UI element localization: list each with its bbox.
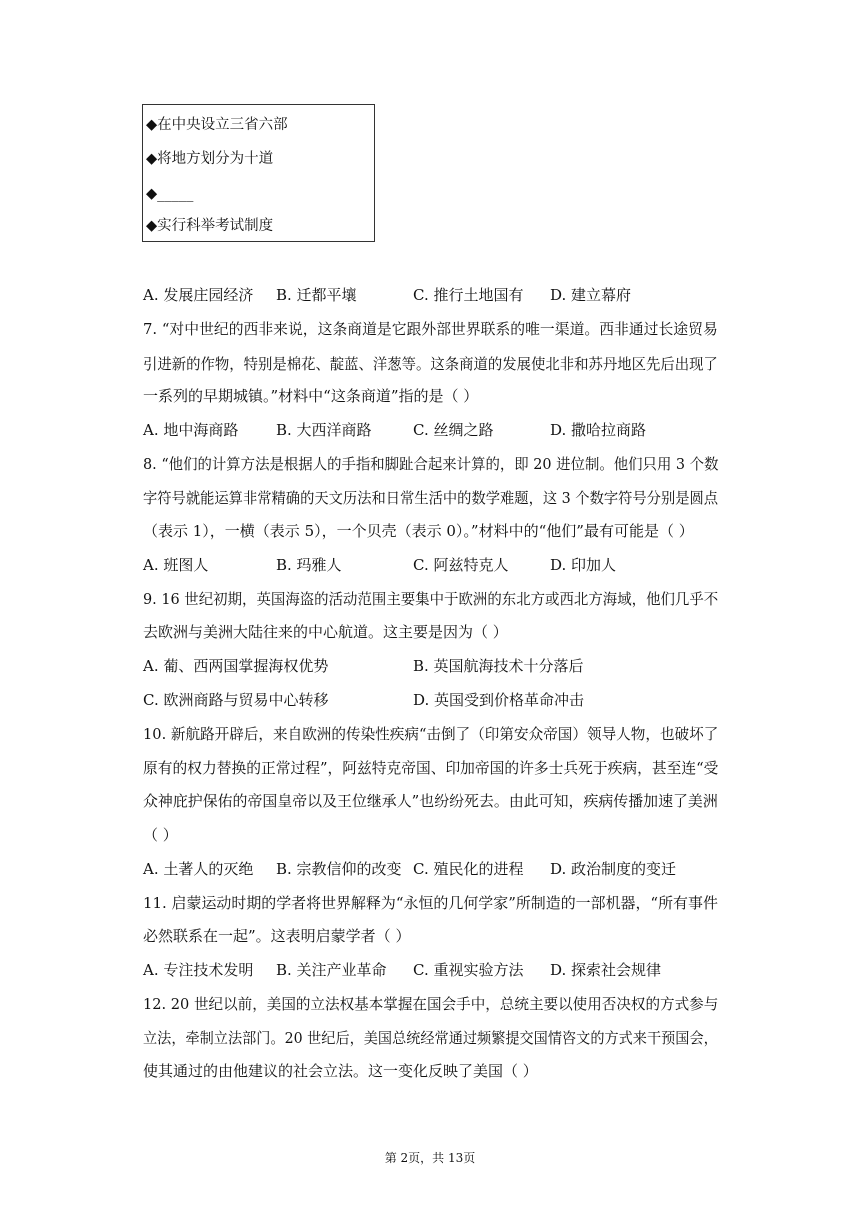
q10-option-b: B. 宗教信仰的改变: [276, 860, 402, 878]
q11-option-a: A. 专注技术发明: [143, 961, 254, 979]
q9-option-b: B. 英国航海技术十分落后: [413, 657, 584, 675]
q8-option-d: D. 印加人: [550, 556, 617, 574]
q11-stem-line: 必然联系在一起”。这表明启蒙学者（ ）: [143, 927, 411, 945]
q12-stem-line: 12. 20 世纪以前，美国的立法权基本掌握在国会手中，总统主要以使用否决权的方式参与: [143, 995, 719, 1013]
q8-option-b: B. 玛雅人: [276, 556, 342, 574]
q11-option-c: C. 重视实验方法: [413, 961, 524, 979]
q9-stem-line: 9. 16 世纪初期，英国海盗的活动范围主要集中于欧洲的东北方或西北方海域，他们几乎不: [143, 590, 719, 608]
q8-option-a: A. 班图人: [143, 556, 209, 574]
box-item: ◆将地方划分为十道: [146, 151, 274, 167]
q10-option-a: A. 土著人的灭绝: [143, 860, 254, 878]
q12-stem-line: 使其通过的由他建议的社会立法。这一变化反映了美国（ ）: [143, 1062, 538, 1080]
material-box: [142, 104, 375, 242]
q6-option-c: C. 推行土地国有: [413, 286, 524, 304]
q12-stem-line: 立法，牵制立法部门。20 世纪后，美国总统经常通过频繁提交国情咨文的方式来干预国会，: [143, 1029, 718, 1047]
q10-stem-line: 10. 新航路开辟后，来自欧洲的传染性疾病“击倒了（印第安众帝国）领导人物，也破坏了: [143, 725, 719, 743]
q8-stem-line: 8. “他们的计算方法是根据人的手指和脚趾合起来计算的，即 20 进位制。他们只用 3 个数: [143, 455, 719, 473]
box-item: ◆实行科举考试制度: [146, 218, 274, 234]
page-footer: 第 2页，共 13页: [384, 1151, 476, 1165]
q10-option-d: D. 政治制度的变迁: [550, 860, 677, 878]
q8-stem-line: 字符号就能运算非常精确的天文历法和日常生活中的数学难题，这 3 个数字符号分别是圆点: [143, 489, 719, 507]
q11-stem-line: 11. 启蒙运动时期的学者将世界解释为“永恒的几何学家”所制造的一部机器，“所有事件: [143, 894, 718, 912]
box-item: ◆在中央设立三省六部: [146, 117, 288, 133]
q7-option-c: C. 丝绸之路: [413, 421, 494, 439]
q6-option-d: D. 建立幕府: [550, 286, 632, 304]
box-item: ◆_____: [146, 186, 194, 202]
q9-stem-line: 去欧洲与美洲大陆往来的中心航道。这主要是因为（ ）: [143, 623, 508, 641]
q7-option-d: D. 撒哈拉商路: [550, 421, 647, 439]
q7-stem-line: 引进新的作物，特别是棉花、靛蓝、洋葱等。这条商道的发展使北非和苏丹地区先后出现了: [143, 355, 718, 373]
q6-option-b: B. 迁都平壤: [276, 286, 357, 304]
q7-stem-line: 一系列的早期城镇。”材料中“这条商道”指的是（ ）: [143, 387, 479, 405]
q6-option-a: A. 发展庄园经济: [143, 286, 254, 304]
q7-stem-line: 7. “对中世纪的西非来说，这条商道是它跟外部世界联系的唯一渠道。西非通过长途贸易: [143, 320, 718, 338]
q10-option-c: C. 殖民化的进程: [413, 860, 524, 878]
q9-option-c: C. 欧洲商路与贸易中心转移: [143, 691, 329, 709]
q11-option-d: D. 探索社会规律: [550, 961, 662, 979]
q8-stem-line: （表示 1），一横（表示 5），一个贝壳（表示 0）。”材料中的“他们”最有可能是（ ）: [143, 522, 694, 540]
q10-stem-line: （ ）: [143, 826, 178, 844]
q7-option-a: A. 地中海商路: [143, 421, 239, 439]
q8-option-c: C. 阿兹特克人: [413, 556, 509, 574]
q9-option-a: A. 葡、西两国掌握海权优势: [143, 657, 329, 675]
q7-option-b: B. 大西洋商路: [276, 421, 372, 439]
q11-option-b: B. 关注产业革命: [276, 961, 387, 979]
q9-option-d: D. 英国受到价格革命冲击: [413, 691, 585, 709]
q10-stem-line: 众神庇护保佑的帝国皇帝以及王位继承人”也纷纷死去。由此可知，疾病传播加速了美洲: [143, 792, 718, 810]
q10-stem-line: 原有的权力替换的正常过程”，阿兹特克帝国、印加帝国的许多士兵死于疾病，甚至连“受: [143, 759, 719, 777]
